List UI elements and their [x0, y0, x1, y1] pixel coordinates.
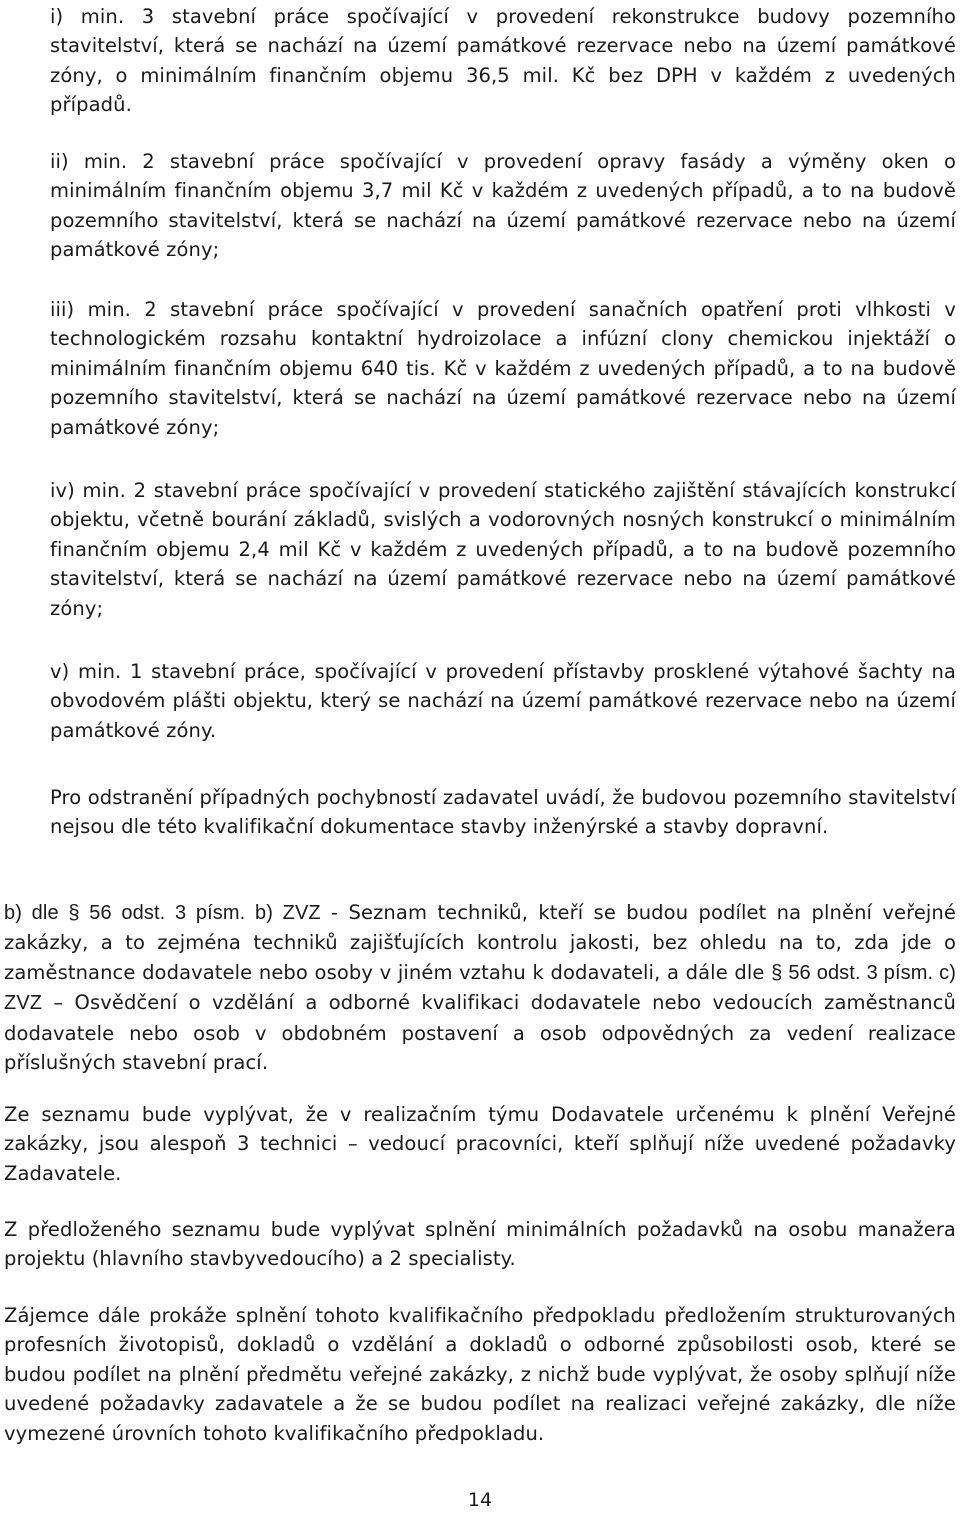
- section-b-paragraph: [4, 898, 956, 1077]
- item-lead: iii) min.: [50, 298, 131, 321]
- legal-reference: b) dle § 56 odst. 3 písm. b) ZVZ: [4, 902, 321, 924]
- legal-reference: § 56 odst. 3 písm. c) ZVZ: [4, 961, 956, 1015]
- requirement-item-ii: [50, 147, 956, 265]
- page-number: 14: [467, 1489, 493, 1511]
- item-lead: v) min.: [50, 660, 122, 683]
- item-text: 2 stavební práce spočívající v provedení statického zajištění stávajících konstrukcí objektu, včetně bourání základů, svislých a vodorovných nosných konstrukcí o minimálním finančním objemu 2,4 mil Kč v každém z uvedených případů, a to na budově pozemního stavitelství, která se nachází na území památkové rezervace nebo na území památkové zóny;: [50, 479, 956, 620]
- manager-paragraph: Z předloženého seznamu bude vyplývat splnění minimálních požadavků na osobu manažera projektu (hlavního stavbyvedoucího) a 2 specialisty.: [4, 1218, 956, 1271]
- item-text: 2 stavební práce spočívající v provedení opravy fasády a výměny oken o minimálním finančním objemu 3,7 mil Kč v každém z uvedených případů, a to na budově pozemního stavitelství, která se nachází na území památkové rezervace nebo na území památkové zóny;: [50, 150, 956, 262]
- section-b-text: - Seznam techniků, kteří se budou podílet na plnění veřejné zakázky, a to zejména techniků zajišťujících kontrolu jakosti, bez ohledu na to, zda jde o zaměstnance dodavatele nebo osoby v jiném vztahu k dodavateli, a dále dle: [4, 901, 956, 984]
- item-text: 1 stavební práce, spočívající v provedení přístavby prosklené výtahové šachty na obvodovém plášti objektu, který se nachází na území památkové rezervace nebo na území památkové zóny.: [50, 660, 956, 742]
- requirement-item-iii: [50, 295, 956, 442]
- item-text: 2 stavební práce spočívající v provedení sanačních opatření proti vlhkosti v technologickém rozsahu kontaktní hydroizolace a infúzní clony chemickou injektáží o minimálním finančním objemu 640 tis. Kč v každém z uvedených případů, a to na budově pozemního stavitelství, která se nachází na území památkové rezervace nebo na území památkové zóny;: [50, 298, 956, 439]
- item-lead: ii) min.: [50, 150, 128, 173]
- requirement-item-iv: [50, 476, 956, 623]
- requirement-item-v: [50, 657, 956, 745]
- item-lead: iv) min.: [50, 479, 126, 502]
- requirement-item-i: [50, 2, 956, 120]
- item-text: 3 stavební práce spočívající v provedení rekonstrukce budovy pozemního stavitelství, která se nachází na území památkové rezervace nebo na území památkové zóny, o minimálním finančním objemu 36,5 mil. Kč bez DPH v každém z uvedených případů.: [50, 5, 956, 117]
- cv-paragraph: Zájemce dále prokáže splnění tohoto kvalifikačního předpokladu předložením strukturovaných profesních životopisů, dokladů o vzdělání a dokladů o odborné způsobilosti osob, které se budou podílet na plnění předmětu veřejné zakázky, z nichž bude vyplývat, že osoby splňují níže uvedené požadavky zadavatele a že se budou podílet na realizaci veřejné zakázky, dle níže vymezené úrovních tohoto kvalifikačního předpokladu.: [4, 1304, 956, 1445]
- team-paragraph: Ze seznamu bude vyplývat, že v realizačním týmu Dodavatele určenému k plnění Veřejné zakázky, jsou alespoň 3 technici – vedoucí pracovníci, kteří splňují níže uvedené požadavky Zadavatele.: [4, 1103, 956, 1185]
- section-b-text: – Osvědčení o vzdělání a odborné kvalifikaci dodavatele nebo vedoucích zaměstnanců dodavatele nebo osob v obdobném postavení a osob odpovědných za vedení realizace příslušných stavební prací.: [4, 991, 956, 1075]
- clarification-note: Pro odstranění případných pochybností zadavatel uvádí, že budovou pozemního stavitelství nejsou dle této kvalifikační dokumentace stavby inženýrské a stavby dopravní.: [50, 786, 956, 839]
- item-lead: i) min.: [50, 5, 125, 28]
